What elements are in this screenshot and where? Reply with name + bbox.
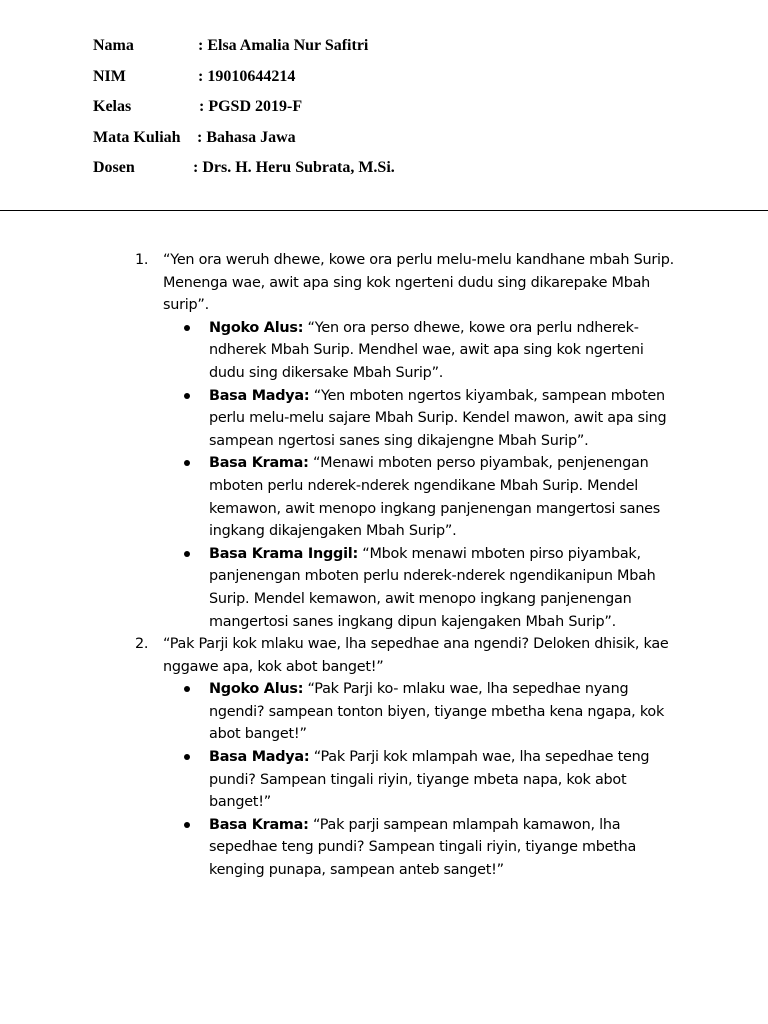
bullet-icon (184, 686, 190, 692)
speech-level-item (163, 814, 675, 882)
speech-level-text: “Pak Parji kok mlampah wae, lha sepedhae teng pundi? Sampean tingali riyin, tiyange mbeta napa, kok abot banget!” (209, 749, 650, 811)
info-value: : Drs. H. Heru Subrata, M.Si. (193, 159, 395, 176)
bullet-icon (184, 551, 190, 557)
speech-level-list (163, 678, 675, 881)
speech-level-label: Ngoko Alus: (209, 681, 304, 698)
speech-level-text: “Mbok menawi mboten pirso piyambak, panjenengan mboten perlu nderek-nderek ngendikanipun Mbah Surip. Mendel kemawon, awit menopo ingkang panjenengan mangertosi sanes ingkang dipun kajengaken Mbah Surip”. (209, 545, 656, 630)
info-value: : 19010644214 (198, 67, 296, 85)
speech-level-item (163, 385, 675, 453)
speech-level-text: “Yen mboten ngertos kiyambak, sampean mboten perlu melu-melu sajare Mbah Surip. Kendel mawon, awit apa sing sampean ngertosi sanes sing dikajengne Mbah Surip”. (209, 387, 667, 449)
speech-level-text: “Pak Parji ko- mlaku wae, lha sepedhae nyang ngendi? sampean tonton biyen, tiyange mbetha kena ngapa, kok abot banget!” (209, 681, 665, 743)
speech-level-label: Ngoko Alus: (209, 319, 304, 336)
info-label: Mata Kuliah (93, 128, 181, 146)
bullet-icon (184, 393, 190, 399)
bullet-icon (184, 325, 190, 331)
speech-level-label: Basa Krama: (209, 816, 309, 833)
source-sentence: “Yen ora weruh dhewe, kowe ora perlu melu-melu kandhane mbah Surip. Menenga wae, awit apa sing kok ngerteni dudu sing dikarepake Mbah surip”. (163, 252, 674, 314)
info-row-kelas (93, 95, 303, 126)
bullet-icon (184, 460, 190, 466)
info-label: Kelas (93, 98, 132, 115)
info-value: : Elsa Amalia Nur Safitri (198, 37, 369, 54)
speech-level-item (163, 746, 675, 814)
divider-line (0, 210, 768, 211)
speech-level-text: “Yen ora perso dhewe, kowe ora perlu ndherek-ndherek Mbah Surip. Mendhel wae, awit apa sing kok ngerteni dudu sing dikersake Mbah Surip”. (209, 319, 644, 381)
info-row-nama (93, 34, 369, 65)
info-value: : Bahasa Jawa (197, 128, 296, 146)
speech-level-text: “Pak parji sampean mlampah kamawon, lha sepedhae teng pundi? Sampean tingali riyin, tiyange mbetha kenging punapa, sampean anteb sanget!” (209, 816, 637, 879)
speech-level-item (163, 678, 675, 746)
exercise-list (135, 249, 675, 882)
source-sentence: “Pak Parji kok mlaku wae, lha sepedhae ana ngendi? Deloken dhisik, kae nggawe apa, kok abot banget!” (163, 636, 669, 675)
info-label: NIM (93, 67, 126, 85)
speech-level-list (163, 317, 675, 633)
info-row-mata-kuliah (93, 126, 296, 157)
info-row-nim (93, 65, 296, 96)
bullet-icon (184, 754, 190, 760)
info-label: Dosen (93, 159, 135, 176)
item-number: 1. (135, 252, 149, 268)
exercise-item (135, 249, 675, 633)
speech-level-label: Basa Krama Inggil: (209, 545, 358, 562)
info-value: : PGSD 2019-F (199, 98, 303, 115)
bullet-icon (184, 822, 190, 828)
student-info (93, 34, 395, 187)
speech-level-label: Basa Krama: (209, 455, 309, 472)
item-number: 2. (135, 636, 149, 653)
speech-level-text: “Menawi mboten perso piyambak, penjenengan mboten perlu nderek-nderek ngendikane Mbah Surip. Mendel kemawon, awit menopo ingkang panjenengan mangertosi sanes ingkang dikajengaken Mbah Surip”. (209, 455, 661, 540)
speech-level-item (163, 452, 675, 542)
info-label: Nama (93, 37, 134, 54)
speech-level-item (163, 543, 675, 633)
exercise-item (135, 633, 675, 882)
info-row-dosen (93, 156, 395, 187)
speech-level-label: Basa Madya: (209, 749, 310, 766)
speech-level-item (163, 317, 675, 385)
speech-level-label: Basa Madya: (209, 387, 310, 404)
